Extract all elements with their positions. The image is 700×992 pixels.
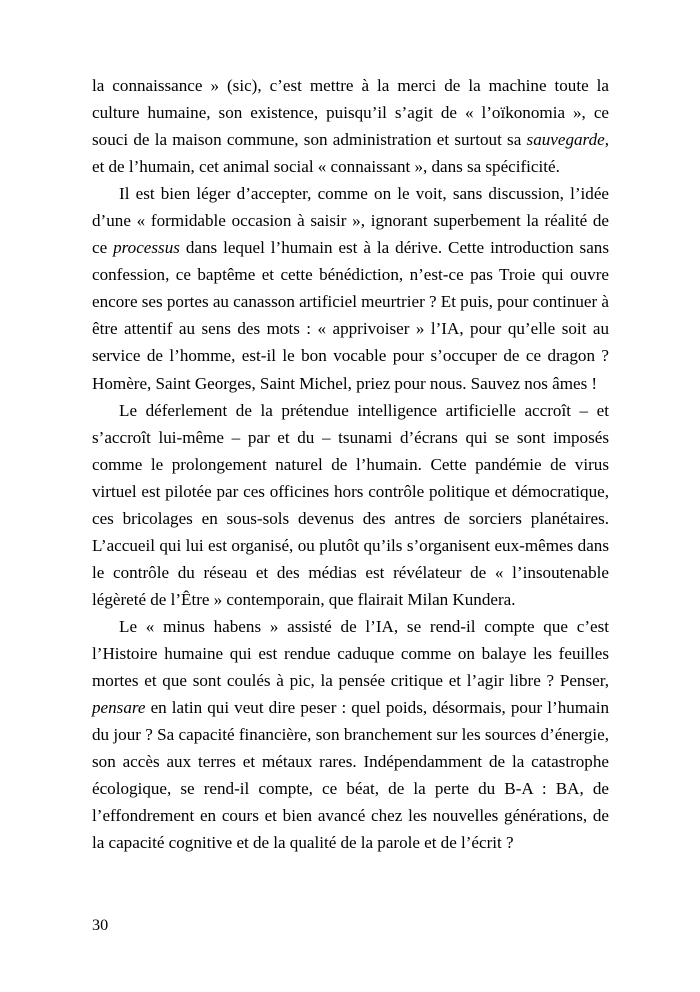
text-run: en latin qui veut dire peser : quel poids, désormais, pour l’humain du jour ? Sa capacité financière, son branchement sur les sources d’énergie, son accès aux terres et métaux rares. Indépendamment de la catastrophe écologique, se rend-il compte, ce béat, de la perte du B-A : BA, de l’effondrement en cours et bien avancé chez les nouvelles générations, de la capacité cognitive et de la qualité de la parole et de l’écrit ? [92, 698, 609, 853]
text-run: Le déferlement de la prétendue intelligence artificielle accroît – et s’accroît lui-même – par et du – tsunami d’écrans qui se sont imposés comme le prolongement naturel de l’humain. Cette pandémie de virus virtuel est pilotée par ces officines hors contrôle politique et démocratique, ces bricolages en sous-sols devenus des antres de sorciers planétaires. L’accueil qui lui est organisé, ou plutôt qu’ils s’organisent eux-mêmes dans le contrôle du réseau et des médias est révélateur de « l’insoutenable légèreté de l’Être » contemporain, que flairait Milan Kundera. [92, 400, 609, 609]
italic-term: pensare [92, 698, 146, 718]
text-run: , et de l’humain, cet animal social « connaissant », dans sa spécificité. [92, 130, 609, 177]
text-run: dans lequel l’humain est à la dérive. Cette introduction sans confession, ce baptême et cette bénédiction, n’est-ce pas Troie qui ouvre encore ses portes au canasson artificiel meurtrier ? Et puis, pour continuer à être attentif au sens des mots : « apprivoiser » l’IA, pour qu’elle soit au service de l’homme, est-il le bon vocable pour s’occuper de ce dragon ? Homère, Saint Georges, Saint Michel, priez pour nous. Sauvez nos âmes ! [92, 238, 609, 393]
paragraph [92, 613, 609, 856]
paragraph [92, 72, 609, 180]
paragraph [92, 397, 609, 613]
text-run: Il est bien léger d’accepter, comme on le voit, sans discussion, l’idée d’une « formidable occasion à saisir », ignorant superbement la réalité de ce [92, 184, 609, 258]
text-run: Le « minus habens » assisté de l’IA, se rend-il compte que c’est l’Histoire humaine qui est rendue caduque comme on balaye les feuilles mortes et que sont coulés à pic, la pensée critique et l’agir libre ? Penser, [92, 616, 609, 691]
text-run: la connaissance » (sic), c’est mettre à la merci de la machine toute la culture humaine, son existence, puisqu’il s’agit de « l’oïkonomia », ce souci de la maison commune, son administration et surtout sa [92, 76, 609, 150]
page-number: 30 [92, 916, 109, 934]
italic-term: sauvegarde [526, 130, 605, 150]
italic-term: processus [113, 238, 180, 258]
body-text-column [92, 72, 609, 856]
paragraph [92, 180, 609, 396]
